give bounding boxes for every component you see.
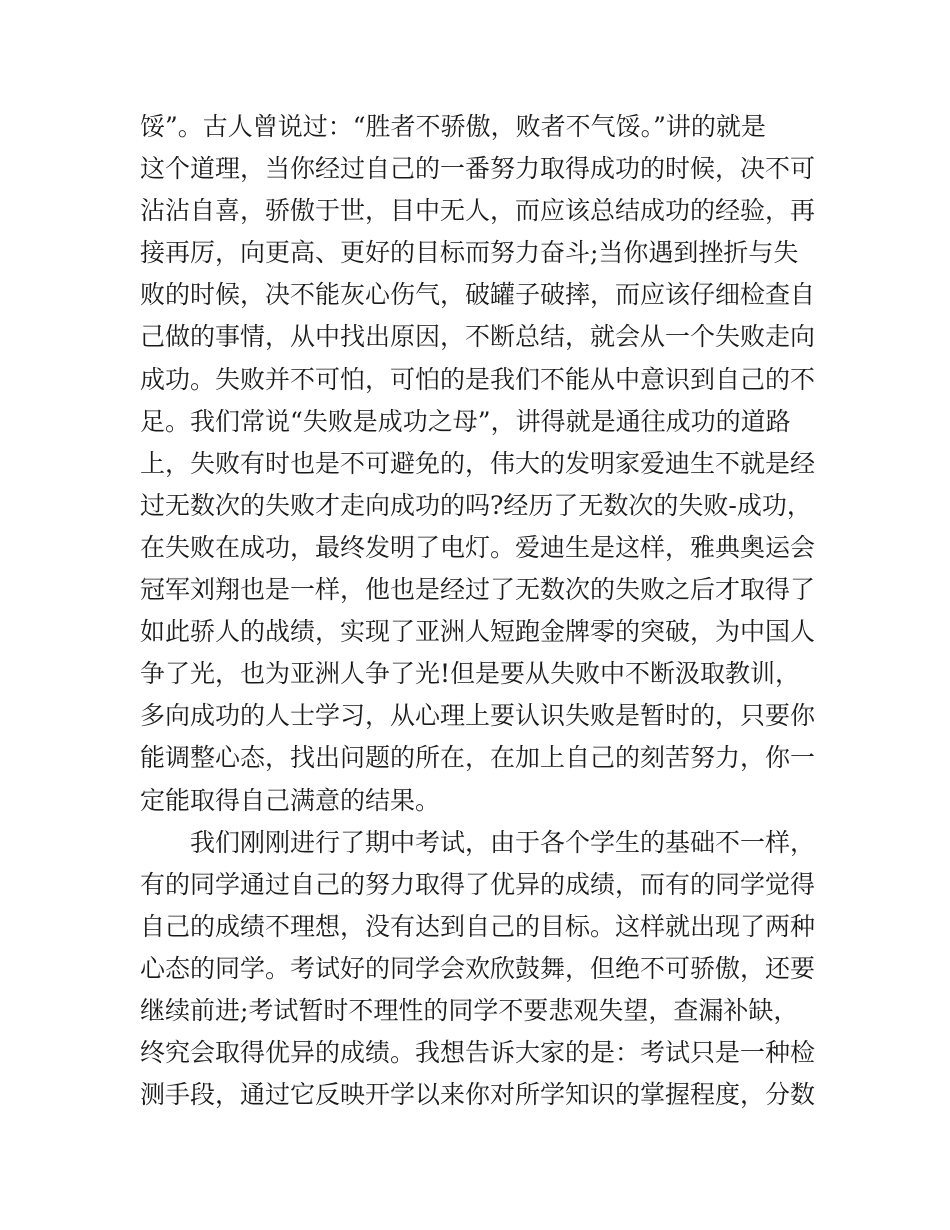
body-text [140, 106, 820, 1116]
text-line-2: 这个道理，当你经过自己的一番努力取得成功的时候，决不可 [140, 154, 816, 184]
text-line-15: 多向成功的人士学习，从心理上要认识失败是暂时的，只要你 [140, 701, 816, 731]
text-line-17: 定能取得自己满意的结果。 [140, 785, 441, 815]
text-line-7: 成功。失败并不可怕，可怕的是我们不能从中意识到自己的不 [140, 364, 816, 394]
text-line-11: 在失败在成功，最终发明了电灯。爱迪生是这样，雅典奥运会 [140, 532, 816, 562]
text-line-21: 心态的同学。考试好的同学会欢欣鼓舞，但绝不可骄傲，还要 [140, 953, 816, 983]
text-line-8: 足。我们常说“失败是成功之母”，讲得就是通往成功的道路 [140, 406, 791, 436]
text-line-14: 争了光，也为亚洲人争了光!但是要从失败中不断汲取教训， [140, 659, 801, 689]
text-line-9: 上，失败有时也是不可避免的，伟大的发明家爱迪生不就是经 [140, 448, 816, 478]
text-line-20: 自己的成绩不理想，没有达到自己的目标。这样就出现了两种 [140, 911, 816, 941]
text-line-5: 败的时候，决不能灰心伤气，破罐子破摔，而应该仔细检查自 [140, 280, 816, 310]
text-line-23: 终究会取得优异的成绩。我想告诉大家的是：考试只是一种检 [140, 1038, 816, 1068]
text-line-1: 馁”。古人曾说过：“胜者不骄傲，败者不气馁。”讲的就是 [140, 112, 766, 141]
text-line-4: 接再厉，向更高、更好的目标而努力奋斗;当你遇到挫折与失 [140, 238, 799, 268]
text-line-16: 能调整心态，找出问题的所在，在加上自己的刻苦努力，你一 [140, 743, 816, 773]
text-line-6: 己做的事情，从中找出原因，不断总结，就会从一个失败走向 [140, 322, 816, 352]
text-line-18: 我们刚刚进行了期中考试，由于各个学生的基础不一样， [140, 827, 816, 857]
text-line-19: 有的同学通过自己的努力取得了优异的成绩，而有的同学觉得 [140, 869, 816, 899]
text-line-22: 继续前进;考试暂时不理性的同学不要悲观失望，查漏补缺， [140, 995, 799, 1025]
text-line-12: 冠军刘翔也是一样，他也是经过了无数次的失败之后才取得了 [140, 575, 816, 605]
text-line-10: 过无数次的失败才走向成功的吗?经历了无数次的失败-成功， [140, 490, 812, 520]
text-line-24: 测手段，通过它反映开学以来你对所学知识的掌握程度，分数 [140, 1080, 816, 1110]
text-line-13: 如此骄人的战绩，实现了亚洲人短跑金牌零的突破，为中国人 [140, 617, 816, 647]
text-line-3: 沾沾自喜，骄傲于世，目中无人，而应该总结成功的经验，再 [140, 196, 816, 226]
